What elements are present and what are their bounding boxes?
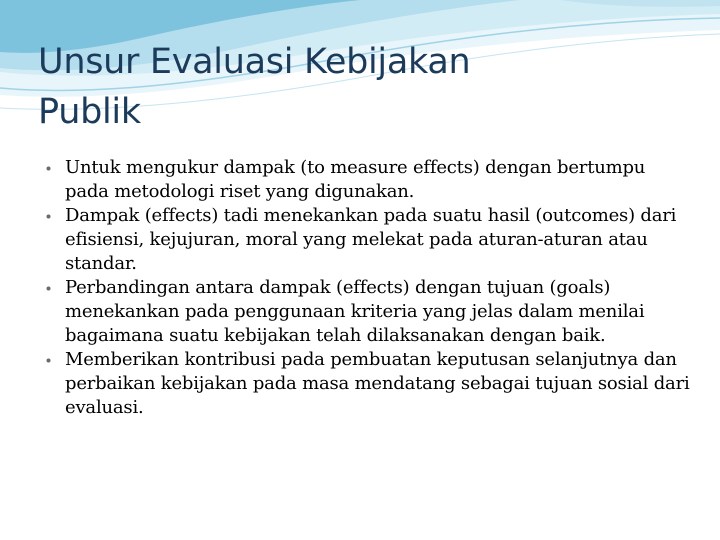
bullet-dot-icon <box>46 358 51 363</box>
bullet-item <box>44 348 694 420</box>
bullet-text: Memberikan kontribusi pada pembuatan keputusan selanjutnya dan perbaikan kebijakan pada masa mendatang sebagai tujuan sosial dari evaluasi. <box>65 349 690 418</box>
slide-title-line-2: Publik <box>38 92 141 133</box>
bullet-text: Untuk mengukur dampak (to measure effects) dengan bertumpu pada metodologi riset yang digunakan. <box>65 157 646 202</box>
bullet-list <box>44 156 694 420</box>
bullet-text: Dampak (effects) tadi menekankan pada suatu hasil (outcomes) dari efisiensi, kejujuran, moral yang melekat pada aturan-aturan atau standar. <box>65 205 677 274</box>
bullet-item <box>44 156 694 204</box>
bullet-item <box>44 276 694 348</box>
slide-title-line-1: Unsur Evaluasi Kebijakan <box>38 42 471 83</box>
bullet-text: Perbandingan antara dampak (effects) dengan tujuan (goals) menekankan pada penggunaan kriteria yang jelas dalam menilai bagaimana suatu kebijakan telah dilaksanakan dengan baik. <box>65 277 645 346</box>
bullet-item <box>44 204 694 276</box>
bullet-dot-icon <box>46 166 51 171</box>
bullet-dot-icon <box>46 286 51 291</box>
slide-title <box>38 37 678 137</box>
bullet-dot-icon <box>46 214 51 219</box>
